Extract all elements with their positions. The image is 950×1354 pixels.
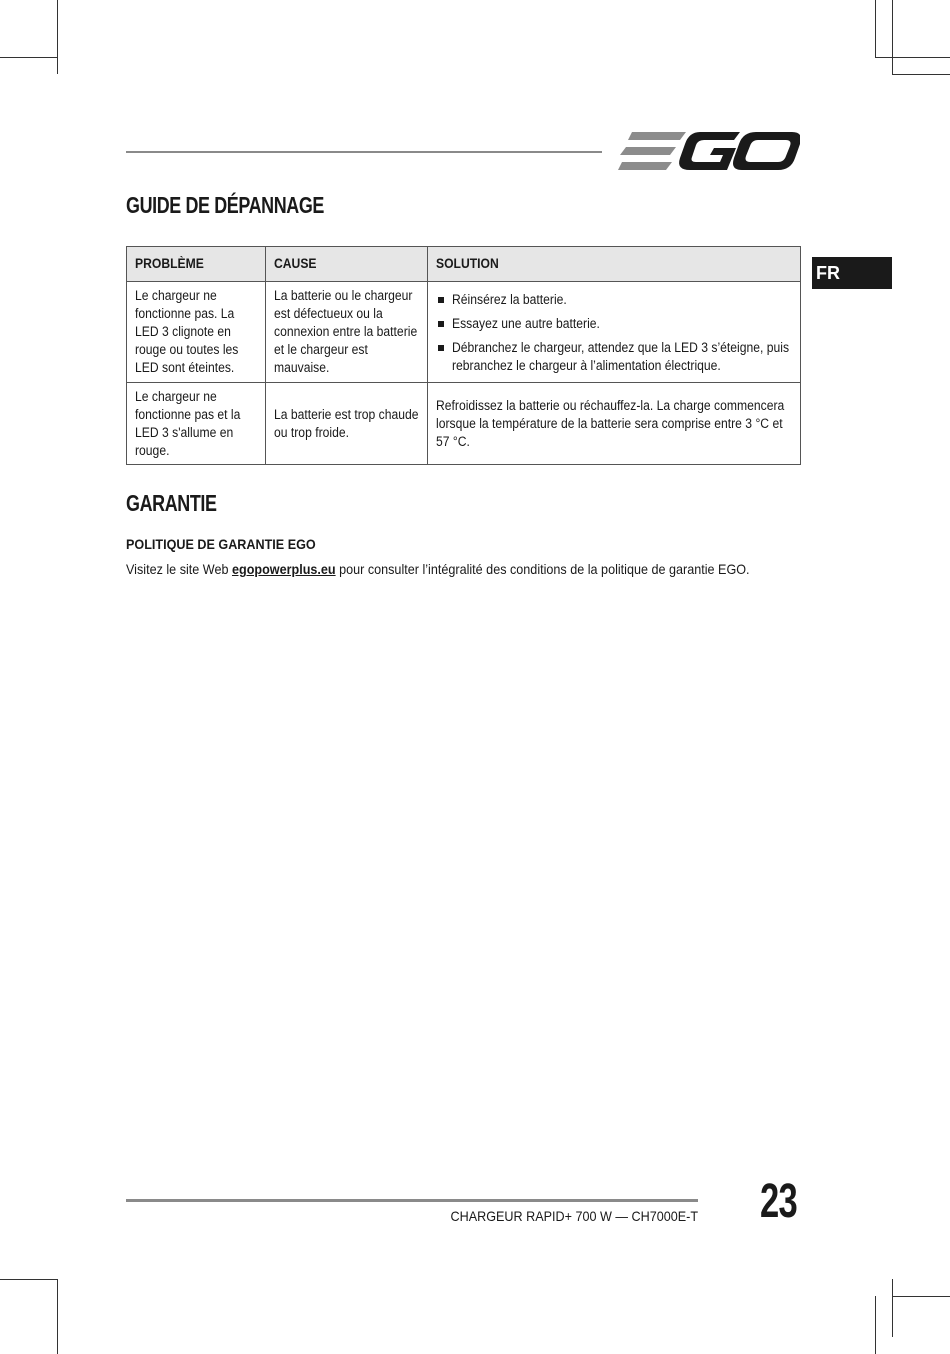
crop-mark	[0, 1279, 57, 1280]
table-header-row	[127, 247, 801, 282]
warranty-text-before: Visitez le site Web	[126, 561, 232, 577]
ego-logo	[616, 128, 800, 174]
troubleshooting-table	[126, 246, 801, 465]
table-row	[127, 282, 801, 383]
crop-mark	[0, 57, 57, 58]
solution-list	[436, 291, 792, 375]
crop-mark	[892, 74, 950, 75]
list-item: Réinsérez la batterie.	[436, 291, 792, 309]
warranty-subtitle: POLITIQUE DE GARANTIE EGO	[126, 536, 316, 552]
crop-mark	[892, 1279, 893, 1337]
footer-rule	[126, 1199, 698, 1202]
crop-mark	[57, 0, 58, 74]
section-title-troubleshooting: GUIDE DE DÉPANNAGE	[126, 192, 324, 218]
crop-mark	[875, 1296, 876, 1354]
solution-cell: Refroidissez la batterie ou réchauffez-la. La charge commencera lorsque la température de la batterie sera comprise entre 3 °C et 57 °C.	[428, 383, 801, 465]
list-item: Débranchez le chargeur, attendez que la LED 3 s’éteigne, puis rebranchez le chargeur à l’alimentation électrique.	[436, 339, 792, 375]
column-header-cause: CAUSE	[266, 247, 428, 282]
problem-cell: Le chargeur ne fonctionne pas et la LED 3 s'allume en rouge.	[127, 383, 266, 465]
language-tab: FR	[812, 257, 892, 289]
page-number: 23	[760, 1175, 798, 1228]
bullet-square-icon	[438, 297, 444, 303]
cause-cell: La batterie ou le chargeur est défectueux ou la connexion entre la batterie et le chargeur est mauvaise.	[266, 282, 428, 383]
header-rule	[126, 151, 602, 153]
warranty-link[interactable]: egopowerplus.eu	[231, 561, 336, 577]
crop-mark	[892, 1296, 950, 1297]
crop-mark	[57, 1279, 58, 1354]
bullet-square-icon	[438, 345, 444, 351]
solution-cell	[428, 282, 801, 383]
column-header-solution: SOLUTION	[428, 247, 801, 282]
crop-mark	[875, 57, 950, 58]
problem-cell: Le chargeur ne fonctionne pas. La LED 3 clignote en rouge ou toutes les LED sont éteintes.	[127, 282, 266, 383]
footer-product-title: CHARGEUR RAPID+ 700 W — CH7000E-T	[450, 1208, 698, 1224]
warranty-paragraph	[126, 561, 750, 577]
crop-mark	[892, 0, 893, 74]
table-row	[127, 383, 801, 465]
section-title-warranty: GARANTIE	[126, 490, 217, 516]
column-header-problem: PROBLÈME	[127, 247, 266, 282]
bullet-square-icon	[438, 321, 444, 327]
list-item: Essayez une autre batterie.	[436, 315, 792, 333]
cause-cell: La batterie est trop chaude ou trop froide.	[266, 383, 428, 465]
warranty-text-after: pour consulter l’intégralité des conditions de la politique de garantie EGO.	[335, 561, 750, 577]
crop-mark	[875, 0, 876, 57]
